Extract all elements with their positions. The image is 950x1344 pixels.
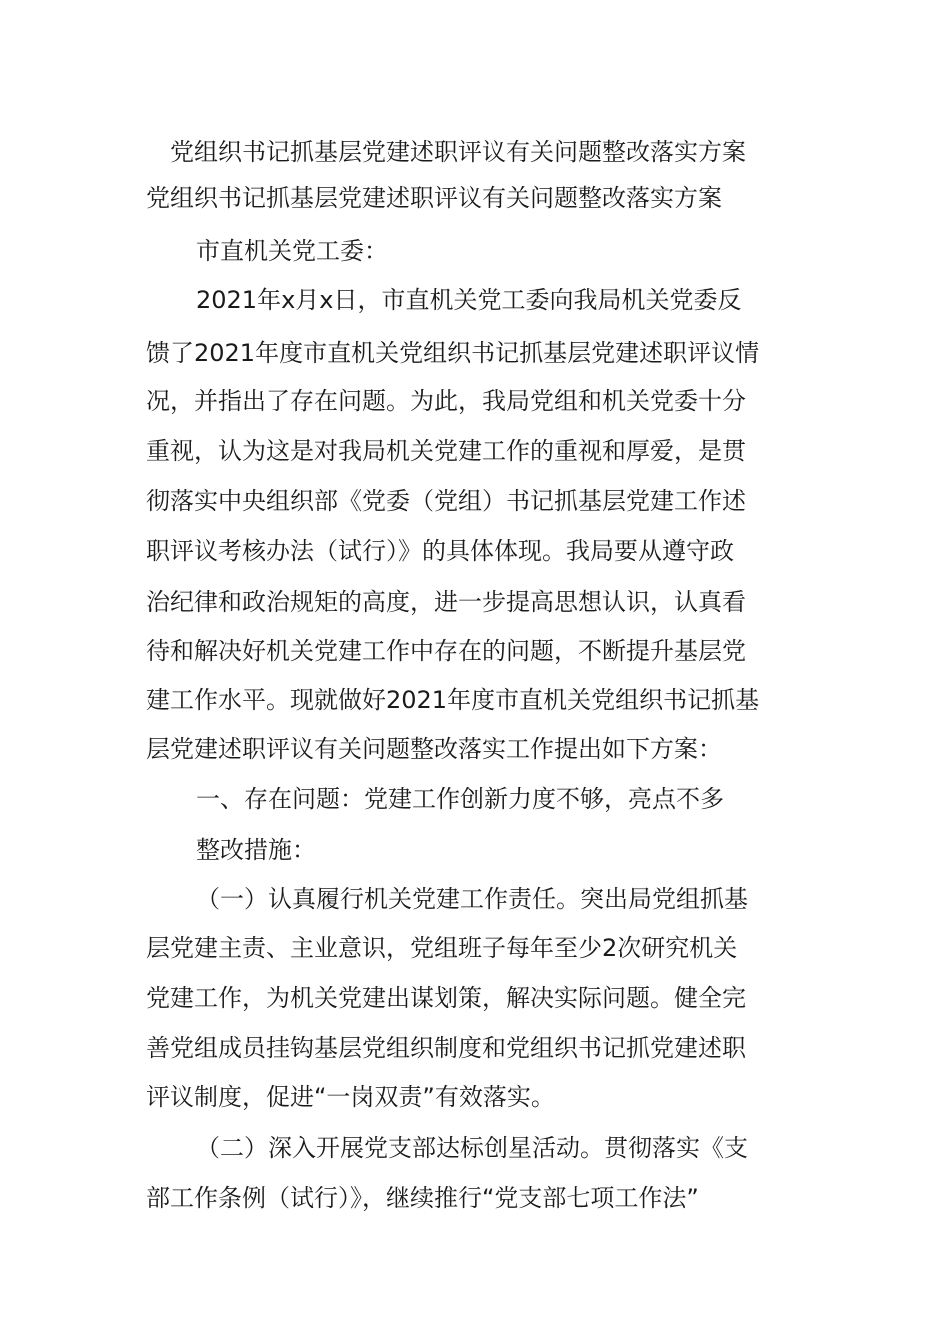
paragraph-line: 馈了2021年度市直机关党组织书记抓基层党建述职评议情 [146,339,760,367]
measures-label: 整改措施： [196,836,316,864]
measure-line: 部工作条例（试行）》，继续推行“党支部七项工作法” [146,1184,699,1212]
paragraph-line: 况，并指出了存在问题。为此，我局党组和机关党委十分 [146,387,746,415]
paragraph-line: 治纪律和政治规矩的高度，进一步提高思想认识，认真看 [146,588,746,616]
paragraph-line: 层党建述职评议有关问题整改落实工作提出如下方案： [146,735,722,763]
paragraph-line: 重视，认为这是对我局机关党建工作的重视和厚爱，是贯 [146,437,746,465]
document-title-repeat: 党组织书记抓基层党建述职评议有关问题整改落实方案 [146,184,722,212]
salutation: 市直机关党工委： [196,237,388,265]
section-heading: 一、存在问题：党建工作创新力度不够，亮点不多 [196,785,724,813]
paragraph-line: 职评议考核办法（试行）》的具体体现。我局要从遵守政 [146,537,734,565]
measure-line: 评议制度，促进“一岗双责”有效落实。 [146,1083,555,1111]
paragraph-line: 建工作水平。现就做好2021年度市直机关党组织书记抓基 [146,686,760,714]
measure-line: 党建工作，为机关党建出谋划策，解决实际问题。健全完 [146,984,746,1012]
paragraph-line: 2021年x月x日，市直机关党工委向我局机关党委反 [196,286,742,314]
measure-line: （二）深入开展党支部达标创星活动。贯彻落实《支 [196,1134,748,1162]
measure-line: 层党建主责、主业意识，党组班子每年至少2次研究机关 [146,934,738,962]
measure-line: （一）认真履行机关党建工作责任。突出局党组抓基 [196,885,748,913]
paragraph-line: 待和解决好机关党建工作中存在的问题，不断提升基层党 [146,637,746,665]
document-title: 党组织书记抓基层党建述职评议有关问题整改落实方案 [170,138,746,166]
measure-line: 善党组成员挂钩基层党组织制度和党组织书记抓党建述职 [146,1034,746,1062]
paragraph-line: 彻落实中央组织部《党委（党组）书记抓基层党建工作述 [146,487,746,515]
